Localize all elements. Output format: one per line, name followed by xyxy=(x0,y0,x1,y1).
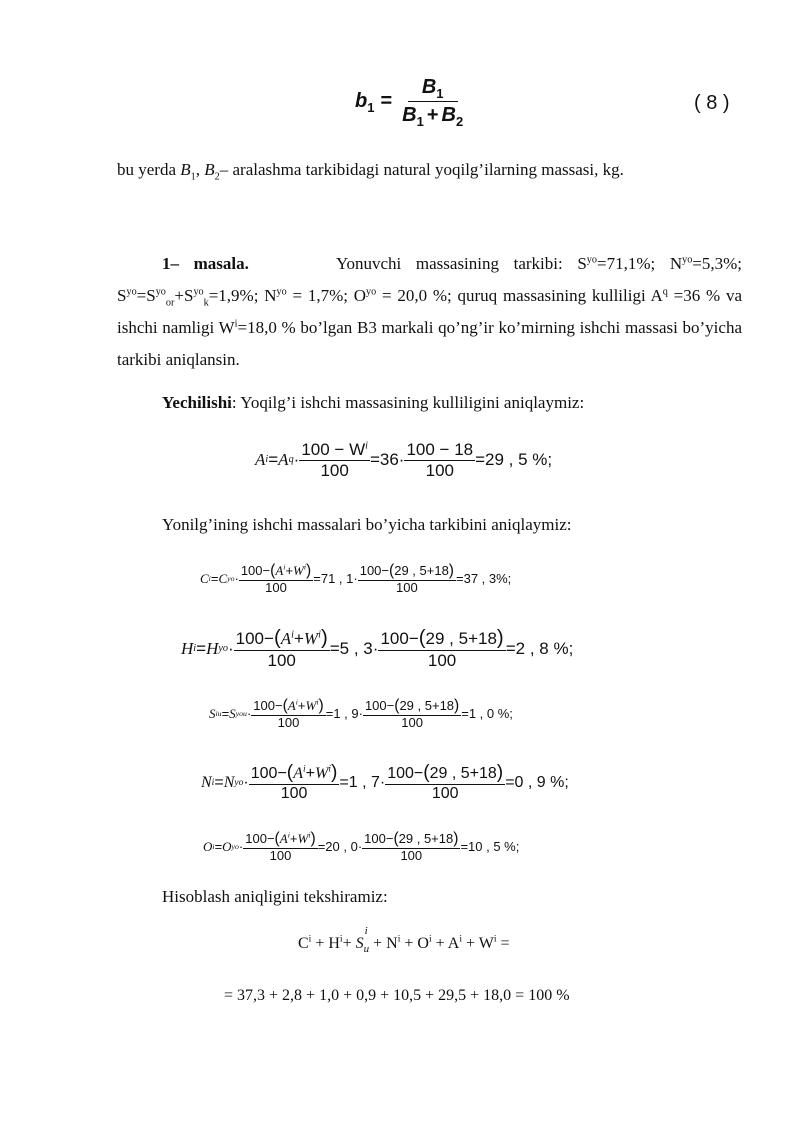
check-label: Hisoblash aniqligini tekshiramiz: xyxy=(162,887,388,906)
formula-8-number: ( 8 ) xyxy=(694,92,730,114)
formula-8-lhs: $b_1$ xyxy=(355,90,375,115)
problem-title: 1– masala. xyxy=(162,254,249,273)
equation-ash: A i = A q · $\frac{100 - W^i}{100}$ =36· $\frac{100 - 18}{100}$ =29 , 5 %; xyxy=(255,440,553,480)
equation-c: C i = C yo · $\frac{100-(A^i+W^i)}{100}$ = 71 , 1 · $\frac{100-(29 , 5+18)}{100}$ = 37 , 3%; xyxy=(200,562,512,595)
check-line-1: $C^i + H^i+ S$ i $_u + N^i + O^i + A^i + W^i$ = xyxy=(298,925,510,956)
equals-sign: = xyxy=(380,90,393,112)
solution-line: Yechilishi: Yoqilg’i ishchi massasining kulliligini aniqlaymiz: xyxy=(162,393,585,412)
formula-8-fraction: $\frac{B_1}{B_1 + B_2}$ xyxy=(402,76,464,129)
equation-s: S i u = S yo u · $\frac{100-(A^i+W^i)}{100}$ = 1 , 9 · $\frac{100-(29 , 5+18)}{100}$ = 1 , 0 %; xyxy=(209,697,513,730)
intro-composition: Yonilg’ining ishchi massalari bo’yicha tarkibini aniqlaymiz: xyxy=(162,515,572,534)
problem-paragraph: 1– masala. Yonuvchi massasining tarkibi: $S^{yo}=71,1\%$; $N^{yo}=5,3\%$; $S^{yo}=S^{yo}_{or}+S^{yo}_k=1,9\%$; $N^{yo} = 1,7\%$; $O^{yo} = 20,0$ %; quruq massasining kulliligi $A^q =36$ % va ishchi namligi $W^i=18,0$ % bo’lgan B3 markali qo’ng’ir ko’mirning ishchi massasi bo’yicha tarkibi aniqlansin. xyxy=(117,254,743,369)
equation-n: N i = N yo · $\frac{100-(A^i+W^i)}{100}$ = 1 , 7 · $\frac{100-(29 , 5+18)}{100}$ = 0 , 9 %; xyxy=(201,762,569,803)
equation-o: O i = O yo · $\frac{100-(A^i+W^i)}{100}$ = 20 , 0 · $\frac{100-(29 , 5+18)}{100}$ = 10 , 5 %; xyxy=(203,830,520,863)
solution-label: Yechilishi xyxy=(162,393,232,412)
formula-8 xyxy=(355,76,467,127)
check-line-2: = 37,3 + 2,8 + 1,0 + 0,9 + 10,5 + 29,5 + 18,0 = 100 % xyxy=(224,987,570,1004)
where-line: bu yerda $B_1$, $B_2-$ aralashma tarkibidagi natural yoqilg’ilarning massasi, kg. xyxy=(117,160,624,183)
equation-h: H i = H yo · $\frac{100-(A^i+W^i)}{100}$ = 5 , 3 · $\frac{100-(29 , 5+18)}{100}$ = 2 , 8 %; xyxy=(181,627,574,671)
